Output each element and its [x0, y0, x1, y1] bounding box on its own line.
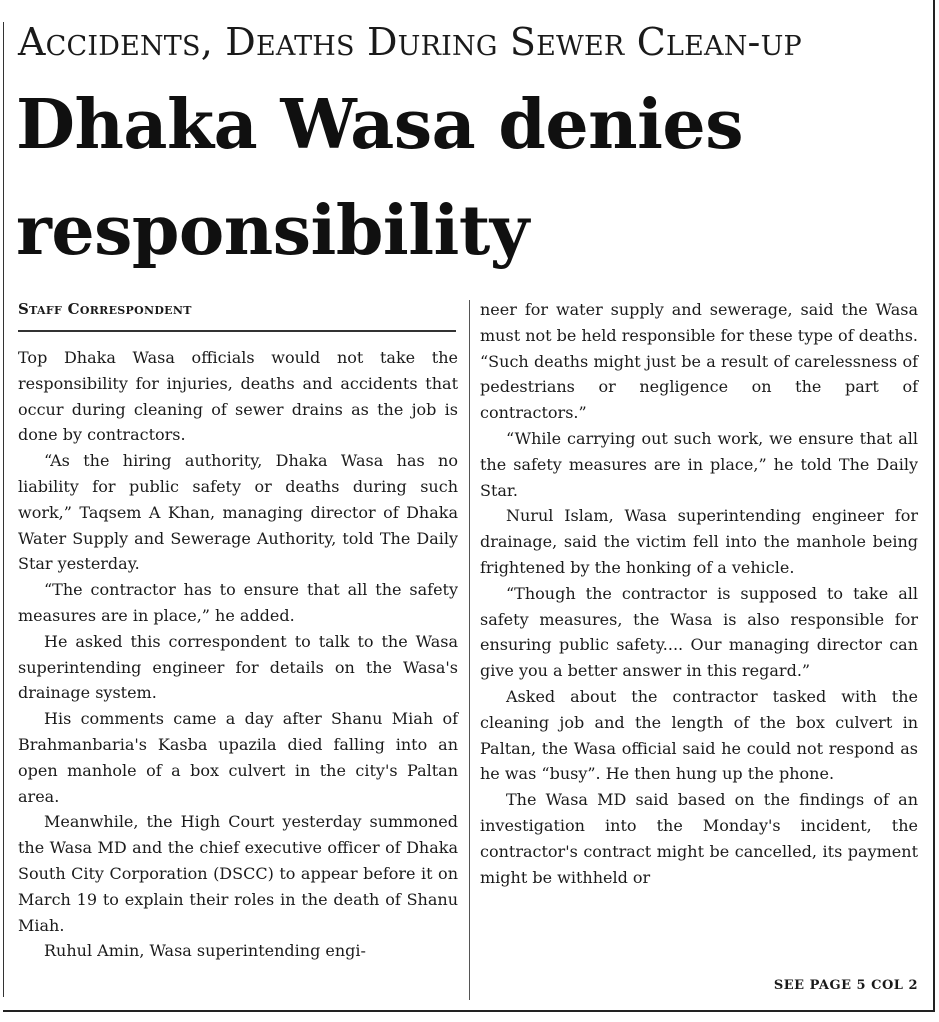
paragraph: “The contractor has to ensure that all the safety measures are in place,” he added. — [18, 580, 458, 625]
paragraph: He asked this correspondent to talk to the Wasa superintending engineer for details on the Wasa's drainage system. — [18, 631, 458, 703]
paragraph: His comments came a day after Shanu Miah of Brahmanbaria's Kasba upazila died falling into an open manhole of a box culvert in the city's Paltan area. — [18, 709, 458, 806]
kicker-headline: Accidents, Deaths During Sewer Clean-up — [18, 20, 802, 64]
paragraph: Asked about the contractor tasked with the cleaning job and the length of the box culvert in Paltan, the Wasa official said he could not respond as he was “busy”. He then hung up the phone. — [480, 686, 918, 784]
paragraph: Nurul Islam, Wasa superintending engineer for drainage, said the victim fell into the manhole being frightened by the honking of a vehicle. — [480, 506, 918, 577]
headline-line-1: Dhaka Wasa denies — [16, 85, 743, 165]
byline: Staff Correspondent — [18, 300, 192, 318]
right-border-rule — [933, 0, 935, 1012]
paragraph: Ruhul Amin, Wasa superintending engi- — [44, 941, 366, 961]
bottom-border-rule — [3, 1010, 935, 1012]
paragraph: “Though the contractor is supposed to take all safety measures, the Wasa is also responsible for ensuring public safety.... Our managing director can give you a better answer in this regard.” — [480, 583, 918, 681]
left-border-rule — [3, 22, 4, 997]
byline-rule — [18, 330, 456, 332]
article-column-1 — [18, 345, 458, 964]
paragraph: “As the hiring authority, Dhaka Wasa has no liability for public safety or deaths during such work,” Taqsem A Khan, managing director of Dhaka Water Supply and Sewerage Authority, told The Daily Star yesterday. — [18, 451, 458, 574]
paragraph: neer for water supply and sewerage, said the Wasa must not be held responsible for these type of deaths. “Such deaths might just be a result of carelessness of pedestrians or negligence on the part of contractors.” — [480, 300, 918, 423]
paragraph: “While carrying out such work, we ensure that all the safety measures are in place,” he told The Daily Star. — [480, 428, 918, 500]
article-column-2 — [480, 297, 918, 890]
column-divider — [469, 300, 470, 1000]
paragraph: Top Dhaka Wasa officials would not take the responsibility for injuries, deaths and accidents that occur during cleaning of sewer drains as the job is done by contractors. — [18, 348, 458, 445]
paragraph: The Wasa MD said based on the findings of an investigation into the Monday's incident, the contractor's contract might be cancelled, its payment might be withheld or — [480, 790, 918, 887]
paragraph: Meanwhile, the High Court yesterday summoned the Wasa MD and the chief executive officer of Dhaka South City Corporation (DSCC) to appear before it on March 19 to explain their roles in the death of Shanu Miah. — [18, 812, 458, 935]
headline-line-2: responsibility — [16, 191, 529, 271]
main-headline — [16, 72, 921, 284]
continued-jump-line: SEE PAGE 5 COL 2 — [773, 978, 918, 993]
